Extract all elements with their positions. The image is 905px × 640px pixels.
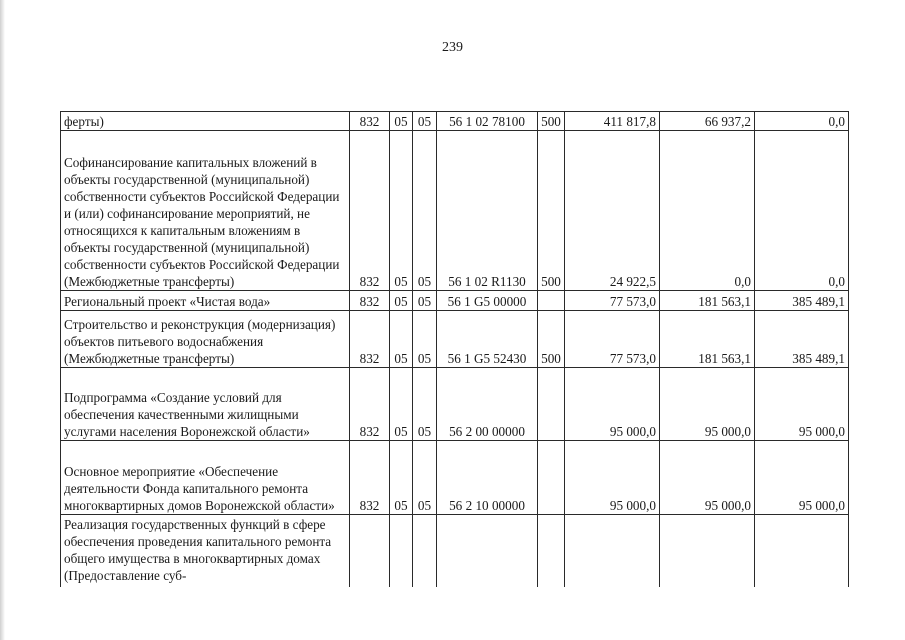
table-row bbox=[61, 291, 849, 311]
cell-sum-1: 95 000,0 bbox=[565, 441, 660, 515]
row-name: Софинансирование капитальных вложений в объекты государственной (муниципальной) собственности субъектов Российской Федерации и (или) софинансирование мероприятий, не относящихся к капитальным вложениям в объекты государственной (муниципальной) собственности субъектов Российской Федерации (Межбюджетные трансферты) bbox=[61, 131, 350, 291]
cell-gr: 832 bbox=[350, 311, 390, 368]
cell-sum-1: 77 573,0 bbox=[565, 291, 660, 311]
cell-sum-2: 0,0 bbox=[660, 131, 755, 291]
cell-pr: 05 bbox=[413, 368, 437, 441]
cell-sum-1: 77 573,0 bbox=[565, 311, 660, 368]
cell-rz: 05 bbox=[390, 131, 413, 291]
cell-csr: 56 1 02 78100 bbox=[437, 112, 538, 131]
cell-sum-3: 95 000,0 bbox=[755, 441, 849, 515]
cell-gr: 832 bbox=[350, 131, 390, 291]
cell-rz: 05 bbox=[390, 441, 413, 515]
table-row bbox=[61, 515, 849, 587]
cell-vr: 500 bbox=[538, 112, 565, 131]
cell-sum-2: 95 000,0 bbox=[660, 441, 755, 515]
cell-csr: 56 1 02 R1130 bbox=[437, 131, 538, 291]
scan-edge-shadow bbox=[0, 0, 5, 640]
cell-csr bbox=[437, 515, 538, 587]
cell-sum-1: 411 817,8 bbox=[565, 112, 660, 131]
cell-rz: 05 bbox=[390, 112, 413, 131]
cell-vr bbox=[538, 441, 565, 515]
cell-gr bbox=[350, 515, 390, 587]
row-name: Основное мероприятие «Обеспечение деятельности Фонда капитального ремонта многоквартирных домов Воронежской области» bbox=[61, 441, 350, 515]
cell-rz: 05 bbox=[390, 291, 413, 311]
cell-sum-3: 95 000,0 bbox=[755, 368, 849, 441]
table-row bbox=[61, 441, 849, 515]
cell-pr: 05 bbox=[413, 311, 437, 368]
table-row bbox=[61, 131, 849, 291]
cell-rz: 05 bbox=[390, 368, 413, 441]
cell-csr: 56 2 10 00000 bbox=[437, 441, 538, 515]
cell-csr: 56 2 00 00000 bbox=[437, 368, 538, 441]
row-name: ферты) bbox=[61, 112, 350, 131]
cell-vr bbox=[538, 291, 565, 311]
cell-sum-2: 66 937,2 bbox=[660, 112, 755, 131]
cell-pr: 05 bbox=[413, 131, 437, 291]
table-row bbox=[61, 311, 849, 368]
cell-pr bbox=[413, 515, 437, 587]
table-row bbox=[61, 112, 849, 131]
cell-sum-3: 0,0 bbox=[755, 112, 849, 131]
cell-vr: 500 bbox=[538, 131, 565, 291]
row-name: Региональный проект «Чистая вода» bbox=[61, 291, 350, 311]
row-name: Реализация государственных функций в сфере обеспечения проведения капитального ремонта общего имущества в многоквартирных домах (Предоставление суб- bbox=[61, 515, 350, 587]
cell-sum-2: 95 000,0 bbox=[660, 368, 755, 441]
cell-rz: 05 bbox=[390, 311, 413, 368]
row-name: Строительство и реконструкция (модернизация) объектов питьевого водоснабжения (Межбюджетные трансферты) bbox=[61, 311, 350, 368]
budget-table bbox=[60, 111, 849, 587]
cell-sum-1 bbox=[565, 515, 660, 587]
cell-sum-2 bbox=[660, 515, 755, 587]
cell-vr bbox=[538, 368, 565, 441]
cell-gr: 832 bbox=[350, 441, 390, 515]
cell-pr: 05 bbox=[413, 441, 437, 515]
cell-rz bbox=[390, 515, 413, 587]
cell-sum-3: 385 489,1 bbox=[755, 311, 849, 368]
table-row bbox=[61, 368, 849, 441]
cell-sum-1: 95 000,0 bbox=[565, 368, 660, 441]
cell-vr: 500 bbox=[538, 311, 565, 368]
page-number: 239 bbox=[442, 40, 463, 55]
cell-sum-3: 385 489,1 bbox=[755, 291, 849, 311]
row-name: Подпрограмма «Создание условий для обеспечения качественными жилищными услугами населения Воронежской области» bbox=[61, 368, 350, 441]
cell-pr: 05 bbox=[413, 291, 437, 311]
cell-sum-2: 181 563,1 bbox=[660, 311, 755, 368]
cell-sum-3 bbox=[755, 515, 849, 587]
cell-sum-3: 0,0 bbox=[755, 131, 849, 291]
cell-pr: 05 bbox=[413, 112, 437, 131]
cell-sum-1: 24 922,5 bbox=[565, 131, 660, 291]
cell-gr: 832 bbox=[350, 291, 390, 311]
cell-vr bbox=[538, 515, 565, 587]
cell-csr: 56 1 G5 00000 bbox=[437, 291, 538, 311]
cell-csr: 56 1 G5 52430 bbox=[437, 311, 538, 368]
cell-gr: 832 bbox=[350, 368, 390, 441]
cell-gr: 832 bbox=[350, 112, 390, 131]
cell-sum-2: 181 563,1 bbox=[660, 291, 755, 311]
